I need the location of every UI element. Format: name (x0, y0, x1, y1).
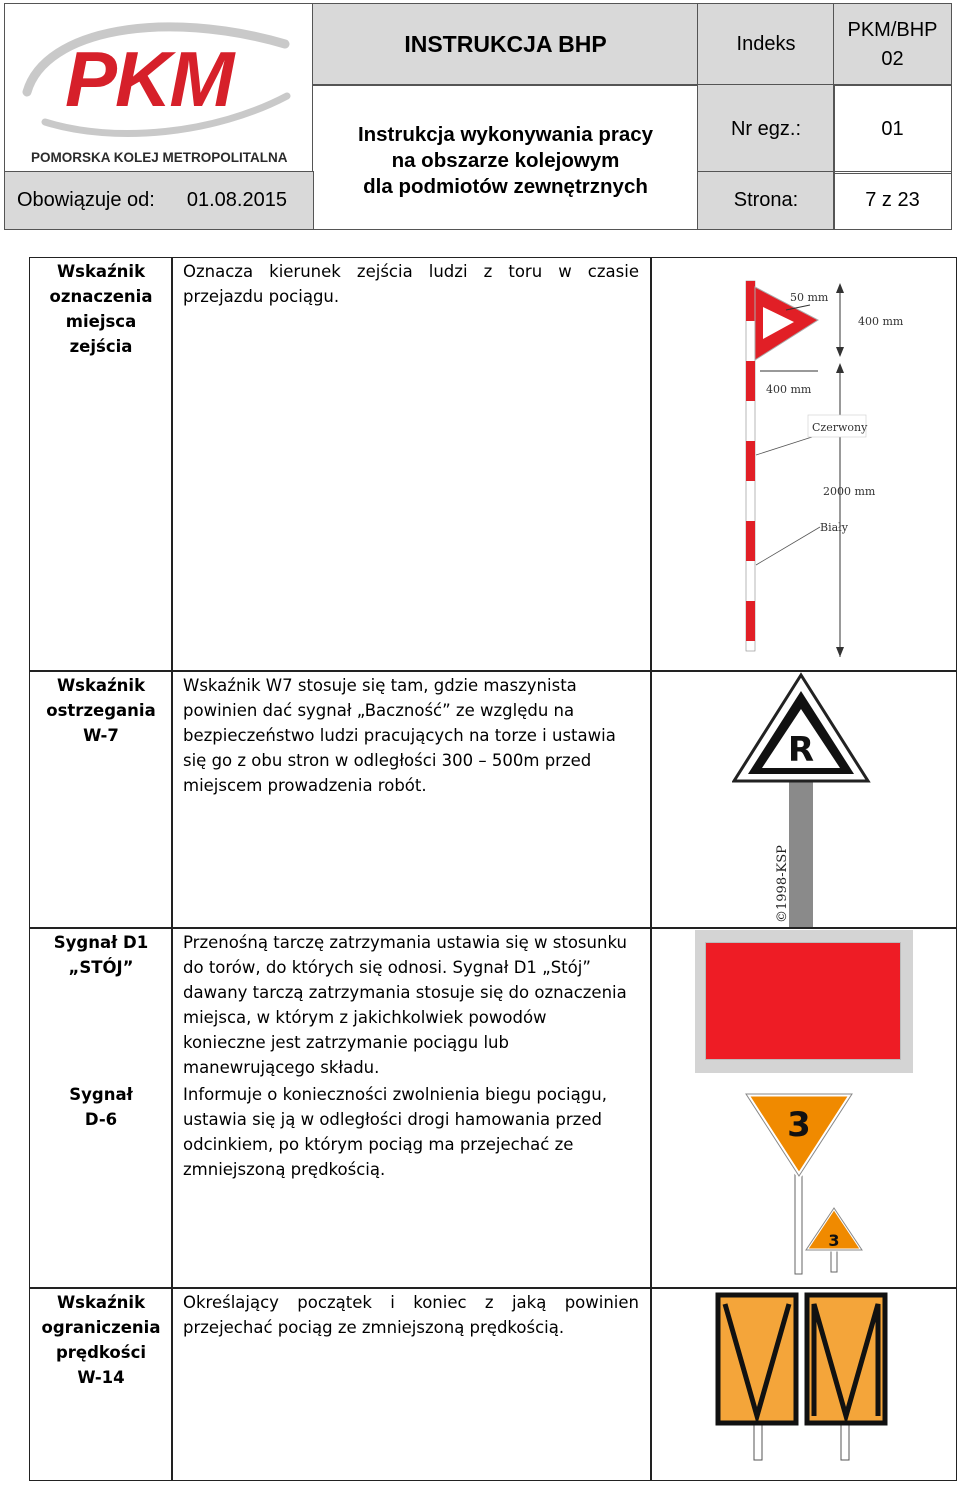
copyright-mark: ©1998-KSP (775, 845, 790, 923)
row2-text-line: się go z obu stron w odległości 300 – 500m przed (183, 751, 592, 770)
row4-label-line: Wskaźnik (56, 1293, 146, 1312)
doc-title-line2: na obszarze kolejowym (391, 149, 620, 172)
row4-label-line: ograniczenia (41, 1318, 161, 1337)
d1-text-line: miejsca, w którym z jakichkolwiek powodów (183, 1008, 547, 1027)
row3-label-d6 (31, 1082, 171, 1132)
page-value-cell (833, 171, 952, 230)
leader-line (756, 527, 820, 565)
copy-value: 01 (881, 117, 904, 140)
valid-from-value: 01.08.2015 (186, 189, 287, 211)
d6-speed-signs (740, 1090, 880, 1280)
valid-from-label: Obowiązuje od: (17, 189, 155, 211)
w7-warning-sign (732, 671, 872, 927)
arrow-icon (836, 347, 844, 357)
doc-type-cell (312, 3, 699, 86)
row-divider (29, 927, 957, 929)
row1-description (183, 259, 639, 309)
logo-area (4, 3, 313, 173)
exit-marker-diagram (690, 265, 950, 665)
color-white-label: Biały (820, 521, 848, 534)
index-value-line1: PKM/BHP (847, 18, 938, 41)
sign-post (795, 1174, 802, 1274)
row2-text-line: miejscem prowadzenia robót. (183, 776, 427, 795)
leader-line (756, 437, 812, 455)
row2-text-line: powinien dać sygnał „Baczność” ze względu na (183, 701, 575, 720)
dim-side-label: 400 mm (858, 315, 904, 328)
row2-text-line: Wskaźnik W7 stosuje się tam, gdzie maszynista (183, 676, 577, 695)
column-divider (171, 257, 173, 1481)
row3-description-d1 (183, 930, 643, 1080)
row4-text-line: Określający początek i koniec z jaką powinien (183, 1293, 639, 1312)
page-label: Strona: (733, 189, 799, 211)
index-label-cell (697, 3, 835, 86)
d6-number-small: 3 (828, 1231, 840, 1250)
pkm-logo (5, 4, 311, 170)
row1-label-line: miejsca (65, 312, 137, 331)
w14-sign-left (718, 1295, 796, 1423)
d6-number-large: 3 (787, 1105, 811, 1145)
copy-value-cell (833, 84, 952, 174)
d1-stop-panel (705, 942, 901, 1060)
d6-text-line: odcinkiem, po którym pociąg ma przejechać ze (183, 1135, 574, 1154)
row4-label-line: W-14 (77, 1368, 125, 1387)
d6-label-line: Sygnał (69, 1085, 133, 1104)
w14-speed-limit-signs (715, 1292, 895, 1472)
row4-label (31, 1290, 171, 1390)
d6-text-line: zmniejszoną prędkością. (183, 1160, 386, 1179)
page-value: 7 z 23 (865, 189, 920, 211)
d1-label-line: Sygnał D1 (53, 933, 149, 952)
company-name: POMORSKA KOLEJ METROPOLITALNA (31, 150, 288, 165)
page-label-cell (697, 171, 835, 230)
index-value-cell (833, 3, 952, 86)
color-red-label: Czerwony (812, 421, 868, 434)
doc-title-cell (312, 84, 699, 230)
d6-text-line: ustawia się ją w odległości drogi hamowania przed (183, 1110, 602, 1129)
row1-label-line: zejścia (69, 337, 133, 356)
arrow-icon (836, 283, 844, 293)
doc-title-line1: Instrukcja wykonywania pracy (357, 123, 654, 146)
copy-label: Nr egz.: (730, 117, 802, 140)
dim-top-label: 50 mm (790, 291, 829, 304)
pole-red-band (746, 521, 755, 561)
doc-type: INSTRUKCJA BHP (404, 31, 607, 57)
sign-post (789, 771, 813, 927)
logo-lettering: PKM (65, 35, 233, 123)
arrow-icon (836, 647, 844, 657)
row2-text-line: bezpieczeństwo ludzi pracujących na torze i ustawia (183, 726, 616, 745)
pole-red-band (746, 601, 755, 641)
row-divider (29, 1287, 957, 1289)
pole-red-band (746, 441, 755, 481)
d6-text-line: Informuje o konieczności zwolnienia biegu pociągu, (183, 1085, 607, 1104)
row4-label-line: prędkości (55, 1343, 147, 1362)
d6-label-line: D-6 (84, 1110, 118, 1129)
d1-label-line: „STÓJ” (68, 958, 134, 977)
row1-text-line: przejazdu pociągu. (183, 287, 340, 306)
arrow-icon (836, 363, 844, 373)
pole-red-band (746, 281, 755, 321)
index-value-line2: 02 (881, 47, 904, 70)
dim-flag-label: 400 mm (766, 383, 812, 396)
row2-label (31, 673, 171, 748)
row2-label-line: Wskaźnik (56, 676, 146, 695)
row2-description (183, 673, 639, 798)
d1-text-line: manewrującego składu. (183, 1058, 380, 1077)
copy-label-cell (697, 84, 835, 174)
row2-label-line: ostrzegania (46, 701, 156, 720)
doc-title-line3: dla podmiotów zewnętrznych (363, 175, 648, 198)
valid-from-cell (4, 171, 314, 230)
row3-label-d1 (31, 930, 171, 980)
dim-height-label: 2000 mm (823, 485, 876, 498)
row3-description-d6 (183, 1082, 643, 1182)
row1-text-line: Oznacza kierunek zejścia ludzi z toru w czasie (183, 262, 639, 281)
row1-label (31, 259, 171, 359)
d1-text-line: Przenośną tarczę zatrzymania ustawia się w stosunku (183, 933, 627, 952)
d1-text-line: dawany tarczą zatrzymania stosuje się do oznaczenia (183, 983, 627, 1002)
w14-sign-right (807, 1295, 885, 1423)
d1-stop-disc (695, 930, 913, 1073)
row1-label-line: oznaczenia (49, 287, 153, 306)
pole-red-band (746, 361, 755, 401)
row1-label-line: Wskaźnik (56, 262, 146, 281)
d1-text-line: do torów, do których się odnosi. Sygnał D1 „Stój” (183, 958, 591, 977)
row2-label-line: W-7 (83, 726, 119, 745)
sign-letter: R (787, 730, 815, 770)
d1-text-line: konieczne jest zatrzymanie pociągu lub (183, 1033, 509, 1052)
column-divider (650, 257, 652, 1481)
index-label: Indeks (736, 33, 796, 55)
row4-text-line: przejechać pociąg ze zmniejszoną prędkością. (183, 1318, 565, 1337)
row4-description (183, 1290, 639, 1340)
